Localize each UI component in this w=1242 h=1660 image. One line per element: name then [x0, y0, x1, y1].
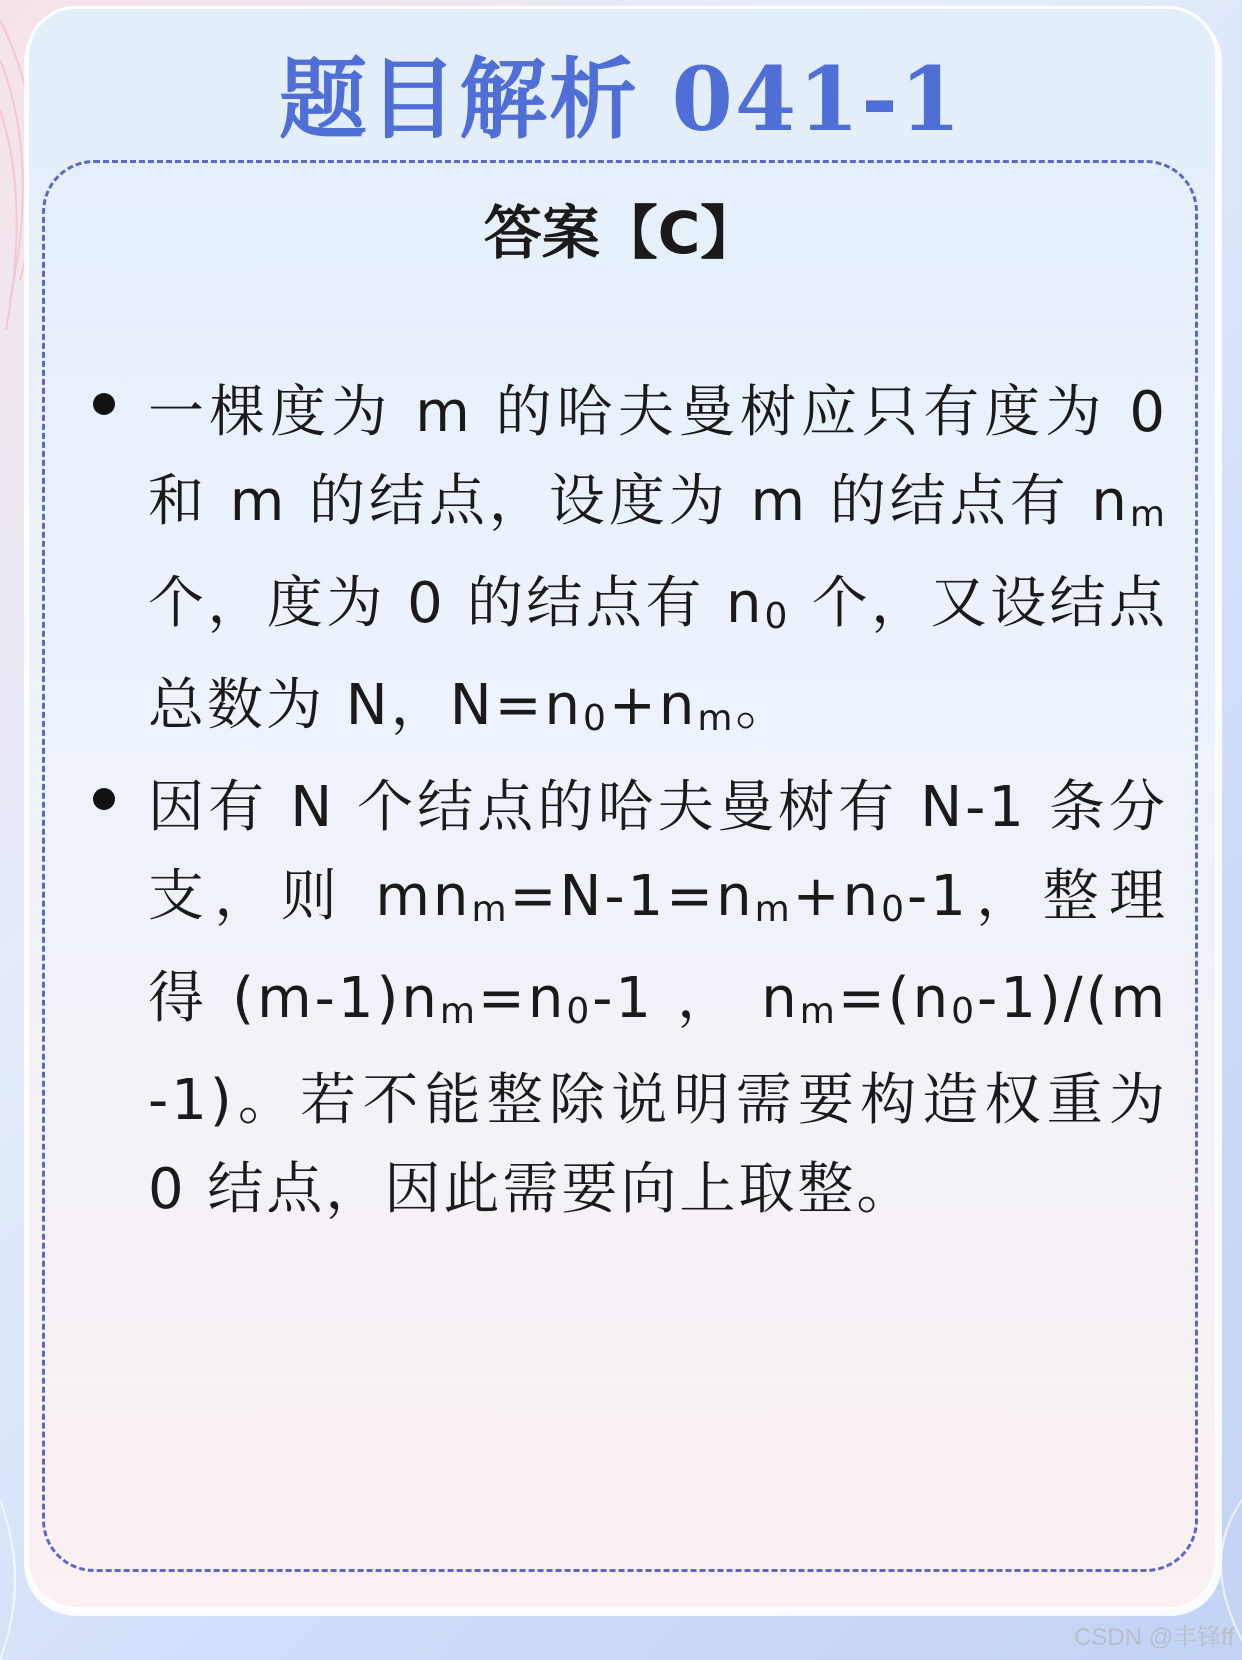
- subscript: m: [471, 889, 510, 930]
- subscript: 0: [881, 889, 907, 930]
- text-run: 一棵度为 m 的哈夫曼树应只有度为 0 和 m 的结点，设度为 m 的结点有 n: [148, 380, 1168, 534]
- text-run: -1 ， n: [592, 966, 800, 1031]
- bullet-dot-icon: [93, 788, 115, 810]
- text-run: -1)/(m-1)。若不能整除说明需要构造权重为 0 结点，因此需要向上取整。: [148, 966, 1168, 1222]
- subscript: m: [799, 991, 838, 1032]
- text-run: =(n: [837, 966, 952, 1031]
- text-run: =n: [477, 966, 567, 1031]
- bullet-item-2: [88, 763, 1168, 1234]
- text-run: =N-1=n: [509, 864, 755, 929]
- subscript: m: [439, 991, 478, 1032]
- text-run: +n: [792, 864, 882, 929]
- text-run: +n: [608, 673, 698, 738]
- text-run: -1，整理得 (m-1)n: [148, 864, 1169, 1031]
- explanation-list: [88, 368, 1168, 1234]
- subscript: m: [697, 698, 736, 739]
- subscript: m: [754, 889, 793, 930]
- bullet-dot-icon: [93, 393, 115, 415]
- answer-heading: 答案【C】: [483, 199, 759, 267]
- page-title: 题目解析 041-1: [278, 47, 964, 151]
- subscript: m: [1129, 494, 1168, 535]
- text-run: 因有 N 个结点的哈夫曼树有 N-1 条分支，则 mn: [148, 775, 1168, 929]
- bullet-item-1: [88, 368, 1168, 763]
- watermark: CSDN @丰锋ff: [1074, 1624, 1234, 1651]
- subscript: 0: [764, 596, 791, 637]
- bullet-text: [148, 368, 1168, 763]
- text-run: 个，度为 0 的结点有 n: [148, 571, 765, 636]
- text-run: 个，又设结点总数为 N，N=n: [148, 571, 1168, 738]
- bullet-text: [148, 763, 1168, 1234]
- subscript: 0: [566, 991, 593, 1032]
- subscript: 0: [951, 991, 978, 1032]
- text-run: 。: [735, 673, 795, 738]
- subscript: 0: [583, 698, 609, 739]
